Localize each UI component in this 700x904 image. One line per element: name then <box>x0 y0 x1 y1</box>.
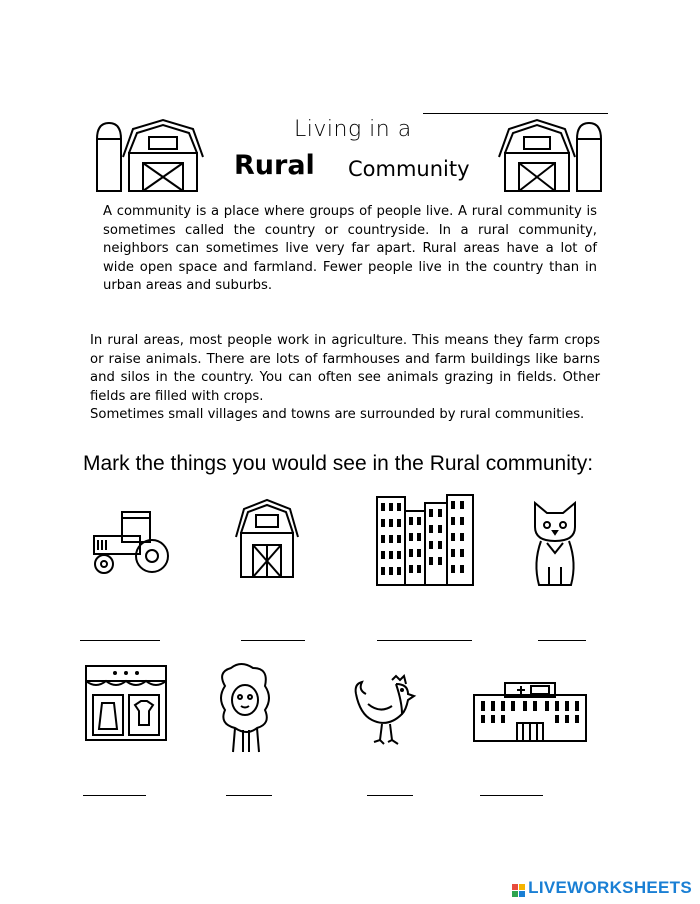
answer-line-city[interactable] <box>377 640 472 641</box>
answer-line-store[interactable] <box>83 795 146 796</box>
hospital-icon <box>471 681 589 743</box>
cat-icon <box>527 497 583 589</box>
paragraph-1: A community is a place where groups of people live. A rural community is sometimes called the country or countryside. In a rural community, neighbors can sometimes live very far apart. Rural areas have a lot of wide open space and farmland. Fewer people live in the country than in urban areas and suburbs. <box>103 204 597 293</box>
barn-icon <box>232 497 302 581</box>
answer-line-tractor[interactable] <box>80 640 160 641</box>
liveworksheets-brand <box>512 878 692 898</box>
barn-silo-left-icon <box>93 117 223 193</box>
barn-silo-right-icon <box>497 117 607 193</box>
paragraph-2 <box>90 332 600 425</box>
tractor-icon <box>88 508 174 578</box>
liveworksheets-text: LIVEWORKSHEETS <box>528 878 692 897</box>
answer-line-barn[interactable] <box>241 640 305 641</box>
title-line1: Living in a <box>294 117 412 142</box>
title-rural-word: Rural <box>234 150 315 181</box>
clothing-store-icon <box>83 663 169 743</box>
name-answer-line[interactable] <box>423 113 608 114</box>
paragraph-2b: Sometimes small villages and towns are surrounded by rural communities. <box>90 407 585 422</box>
answer-line-sheep[interactable] <box>226 795 272 796</box>
answer-line-hospital[interactable] <box>480 795 543 796</box>
city-buildings-icon <box>374 491 476 587</box>
liveworksheets-logo-icon <box>512 882 525 895</box>
paragraph-2a: In rural areas, most people work in agriculture. This means they farm crops or raise animals. There are lots of farmhouses and farm buildings like barns and silos in the country. You can often see animals grazing in fields. Other fields are filled with crops. <box>90 333 600 404</box>
sheep-icon <box>213 662 277 754</box>
answer-line-rooster[interactable] <box>367 795 413 796</box>
instruction-prompt: Mark the things you would see in the Rural community: <box>83 452 594 475</box>
title-community-word: Community <box>348 157 470 181</box>
answer-line-cat[interactable] <box>538 640 586 641</box>
rooster-icon <box>352 674 422 746</box>
